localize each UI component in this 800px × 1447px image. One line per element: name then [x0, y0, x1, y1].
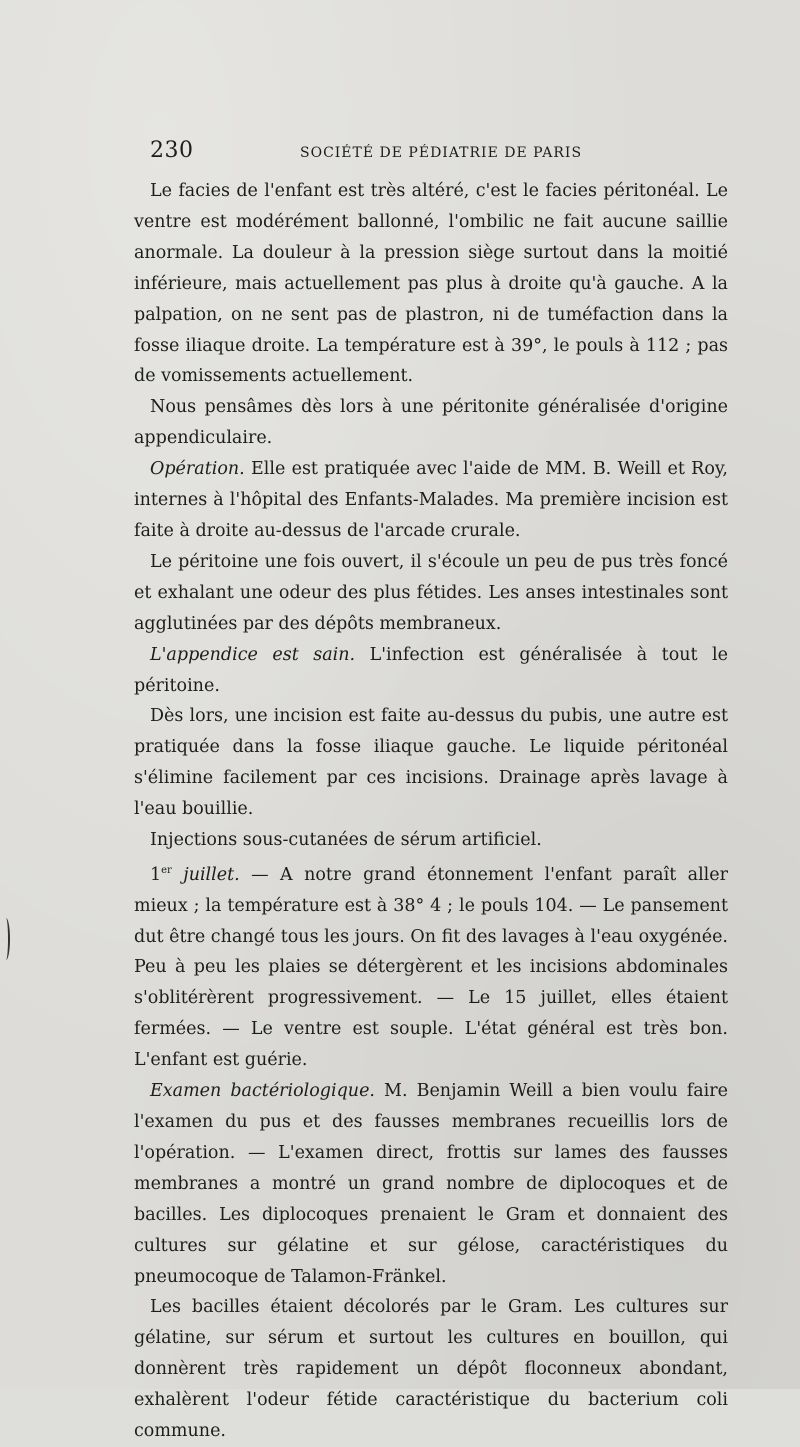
margin-bracket-mark [2, 918, 10, 960]
paragraph-bacteriology [134, 1076, 728, 1292]
paragraph-diagnosis: Nous pensâmes dès lors à une péritonite généralisée d'origine appendiculaire. [134, 397, 728, 449]
paragraph-incisions: Dès lors, une incision est faite au-dessus du pubis, une autre est pratiquée dans la fosse iliaque gauche. Le liquide péritonéal s'élimine facilement par ces incisions. Drainage après lavage à l'eau bouillie. [134, 706, 728, 820]
paragraph-bacilli: Les bacilles étaient décolorés par le Gram. Les cultures sur gélatine, sur sérum et surtout les cultures en bouillon, qui donnèrent très rapidement un dépôt floconneux abondant, exhalèrent l'odeur fétide caractéristique du bacterium coli commune. [134, 1297, 728, 1442]
operation-heading: Opération. [150, 459, 245, 480]
appendix-heading: L'appendice est sain. [150, 644, 356, 665]
bacteriology-heading: Examen bactériologique. [150, 1081, 375, 1102]
page-header [150, 138, 600, 168]
page-number: 230 [150, 138, 194, 163]
paragraph-peritoneum: Le péritoine une fois ouvert, il s'écoule un peu de pus très foncé et exhalant une odeur des plus fétides. Les anses intestinales sont agglutinées par des dépôts membraneux. [134, 551, 728, 634]
july-heading: juillet. [171, 864, 240, 885]
paragraph-appendix [134, 640, 728, 702]
paragraph-operation [134, 454, 728, 547]
bacteriology-text: M. Benjamin Weill a bien voulu faire l'examen du pus et des fausses membranes recueillis lors de l'opération. — L'examen direct, frottis sur lames des fausses membranes a montré un grand nombre de diplocoques et de bacilles. Les diplocoques prenaient le Gram et donnaient des cultures sur gélatine et sur gélose, caractéristiques du pneumocoque de Talamon-Fränkel. [134, 1081, 728, 1287]
body-text [134, 176, 728, 1447]
operation-text: Elle est pratiquée avec l'aide de MM. B. Weill et Roy, internes à l'hôpital des Enfants-Malades. Ma première incision est faite à droite au-dessus de l'arcade crurale. [134, 459, 728, 541]
july-text: — A notre grand étonnement l'enfant paraît aller mieux ; la température est à 38° 4 ; le pouls 104. — Le pansement dut être changé tous les jours. On fit des lavages à l'eau oxygénée. Peu à peu les plaies se détergèrent et les incisions abdominales s'oblitérèrent progressivement. — Le 15 juillet, elles étaient fermées. — Le ventre est souple. L'état général est très bon. L'enfant est guérie. [134, 864, 728, 1071]
july-day-superscript: er [161, 864, 172, 876]
paragraph-july [134, 856, 728, 1076]
paragraph-facies: Le facies de l'enfant est très altéré, c'est le facies péritonéal. Le ventre est modérément ballonné, l'ombilic ne fait aucune saillie anormale. La douleur à la pression siège surtout dans la moitié inférieure, mais actuellement pas plus à droite qu'à gauche. A la palpation, on ne sent pas de plastron, ni de tuméfaction dans la fosse iliaque droite. La température est à 39°, le pouls à 112 ; pas de vomissements actuellement. [134, 181, 728, 387]
paragraph-injections: Injections sous-cutanées de sérum artificiel. [150, 830, 542, 851]
appendix-text: L'infection est généralisée à tout le péritoine. [134, 644, 729, 696]
july-day-number: 1 [150, 864, 162, 885]
running-title: SOCIÉTÉ DE PÉDIATRIE DE PARIS [300, 145, 583, 161]
